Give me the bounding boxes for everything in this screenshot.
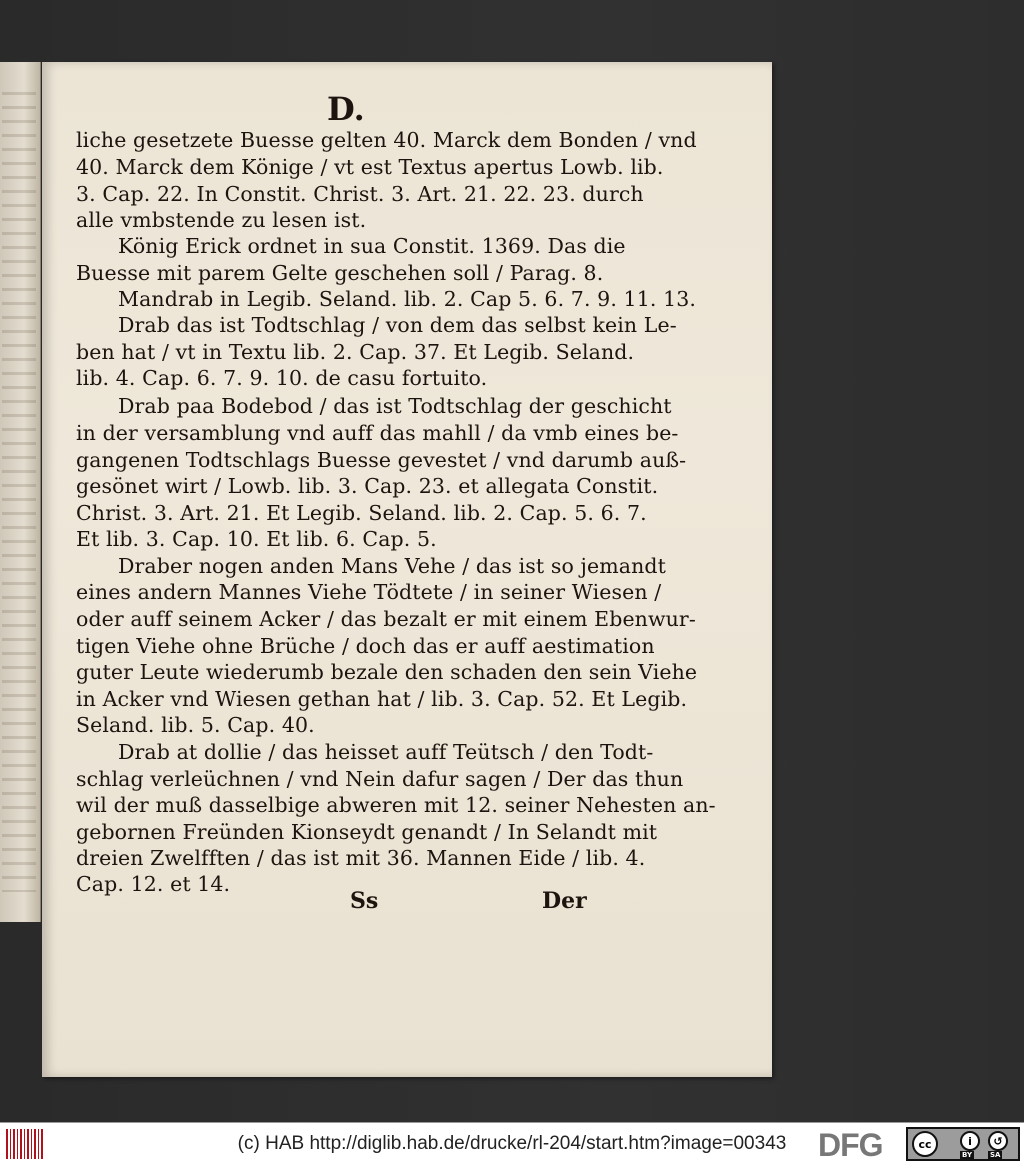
- text-line: Drab das ist Todtschlag / von dem das selbst kein Le-: [118, 313, 677, 337]
- text-line: alle vmbstende zu lesen ist.: [76, 208, 367, 232]
- text-line: 3. Cap. 22. In Constit. Christ. 3. Art. 21. 22. 23. durch: [76, 182, 644, 206]
- text-line: eines andern Mannes Viehe Tödtete / in seiner Wiesen /: [76, 580, 662, 604]
- text-line: Christ. 3. Art. 21. Et Legib. Seland. lib. 2. Cap. 5. 6. 7.: [76, 501, 647, 525]
- text-line: Mandrab in Legib. Seland. lib. 2. Cap 5. 6. 7. 9. 11. 13.: [118, 287, 696, 311]
- text-line: Cap. 12. et 14.: [76, 872, 231, 896]
- cc-by-label: BY: [962, 1151, 973, 1159]
- text-line: 40. Marck dem Könige / vt est Textus apertus Lowb. lib.: [76, 155, 664, 179]
- dfg-logo: DFG: [818, 1127, 883, 1163]
- text-line: oder auff seinem Acker / das bezalt er mit einem Ebenwur-: [76, 607, 696, 631]
- text-line: Seland. lib. 5. Cap. 40.: [76, 713, 315, 737]
- text-line: wil der muß dasselbige abweren mit 12. seiner Nehesten an-: [76, 793, 716, 817]
- text-line: in Acker vnd Wiesen gethan hat / lib. 3. Cap. 52. Et Legib.: [76, 687, 688, 711]
- sa-icon: ↺: [988, 1131, 1008, 1151]
- text-line: tigen Viehe ohne Brüche / doch das er auff aestimation: [76, 634, 655, 658]
- text-line: guter Leute wiederumb bezale den schaden den sein Viehe: [76, 660, 698, 684]
- left-page-bleed: [2, 92, 36, 892]
- cc-sa-label: SA: [990, 1151, 1001, 1159]
- left-page-edge: [0, 62, 41, 922]
- text-line: gangenen Todtschlags Buesse gevestet / vnd darumb auß-: [76, 448, 687, 472]
- signature-mark: Ss: [350, 888, 379, 914]
- text-line: Draber nogen anden Mans Vehe / das ist so jemandt: [118, 554, 666, 578]
- text-line: in der versamblung vnd auff das mahll / da vmb eines be-: [76, 421, 679, 445]
- copyright-link[interactable]: (c) HAB http://diglib.hab.de/drucke/rl-204/start.htm?image=00343: [237, 1133, 787, 1154]
- catchword: Der: [542, 888, 587, 914]
- book-page: [42, 62, 772, 1077]
- footer-bar: [0, 1122, 1024, 1165]
- text-line: liche gesetzete Buesse gelten 40. Marck dem Bonden / vnd: [76, 128, 697, 152]
- by-icon: i: [960, 1131, 980, 1151]
- cc-license-badge[interactable]: [906, 1127, 1020, 1161]
- text-line: König Erick ordnet in sua Constit. 1369. Das die: [118, 234, 626, 258]
- page-signature-heading: D.: [327, 90, 365, 128]
- cc-icon: cc: [912, 1131, 938, 1157]
- text-line: schlag verleüchnen / vnd Nein dafur sagen / Der das thun: [76, 767, 684, 791]
- text-line: Et lib. 3. Cap. 10. Et lib. 6. Cap. 5.: [76, 527, 437, 551]
- text-line: gesönet wirt / Lowb. lib. 3. Cap. 23. et allegata Constit.: [76, 474, 659, 498]
- text-line: gebornen Freünden Kionseydt genandt / In Selandt mit: [76, 820, 658, 844]
- text-line: ben hat / vt in Textu lib. 2. Cap. 37. Et Legib. Seland.: [76, 340, 635, 364]
- text-line: dreien Zwelfften / das ist mit 36. Mannen Eide / lib. 4.: [76, 846, 646, 870]
- text-line: lib. 4. Cap. 6. 7. 9. 10. de casu fortuito.: [76, 366, 488, 390]
- text-line: Drab at dollie / das heisset auff Teütsch / den Todt-: [118, 740, 654, 764]
- text-line: Buesse mit parem Gelte geschehen soll / Parag. 8.: [76, 261, 604, 285]
- text-line: Drab paa Bodebod / das ist Todtschlag der geschicht: [118, 394, 672, 418]
